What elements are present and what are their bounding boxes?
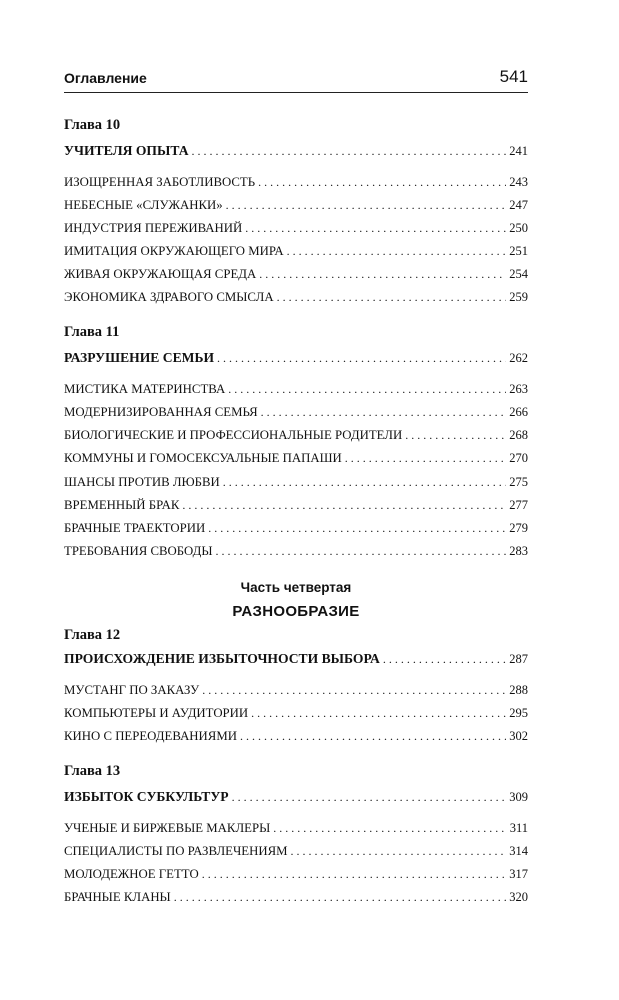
- leader-dots: [258, 175, 506, 190]
- toc-entry-page: 317: [509, 867, 528, 881]
- running-head-title: Оглавление: [64, 70, 147, 86]
- toc-entry-title: ИЗОЩРЕННАЯ ЗАБОТЛИВОСТЬ: [64, 175, 256, 189]
- toc-entry-title: КИНО С ПЕРЕОДЕВАНИЯМИ: [64, 729, 237, 743]
- leader-dots: [217, 351, 506, 366]
- toc-entry-title: МОЛОДЕЖНОЕ ГЕТТО: [64, 867, 199, 881]
- toc-entry-page: 287: [509, 652, 528, 666]
- leader-dots: [291, 844, 507, 859]
- toc-entry[interactable]: [64, 867, 528, 885]
- toc-entry-title: УЧЕНЫЕ И БИРЖЕВЫЕ МАКЛЕРЫ: [64, 821, 271, 835]
- toc-entry-page: 254: [509, 267, 528, 281]
- leader-dots: [277, 290, 507, 305]
- toc-entry[interactable]: [64, 706, 528, 724]
- toc-entry-page: 262: [509, 351, 528, 365]
- page-number: 541: [499, 67, 528, 86]
- toc-entry-page: 279: [509, 521, 528, 535]
- toc-entry-page: 283: [509, 544, 528, 558]
- toc-entry-page: 259: [509, 290, 528, 304]
- toc-entry[interactable]: [64, 198, 528, 216]
- toc-entry[interactable]: [64, 821, 528, 839]
- leader-dots: [245, 221, 506, 236]
- chapter-13-label: Глава 13: [64, 763, 121, 779]
- leader-dots: [223, 475, 506, 490]
- toc-entry-title: НЕБЕСНЫЕ «СЛУЖАНКИ»: [64, 198, 223, 212]
- toc-entry[interactable]: [64, 475, 528, 493]
- toc-entry-page: 309: [509, 790, 528, 804]
- toc-entry-title: ВРЕМЕННЫЙ БРАК: [64, 498, 180, 512]
- toc-entry-page: 288: [509, 683, 528, 697]
- leader-dots: [182, 498, 506, 513]
- leader-dots: [405, 428, 506, 443]
- toc-entry-title: УЧИТЕЛЯ ОПЫТА: [64, 143, 189, 158]
- toc-entry-page: 263: [509, 382, 528, 396]
- toc-entry-title: ШАНСЫ ПРОТИВ ЛЮБВИ: [64, 475, 220, 489]
- leader-dots: [345, 451, 506, 466]
- toc-entry-chapter-12-title[interactable]: [64, 651, 528, 669]
- chapter-11-label: Глава 11: [64, 324, 120, 340]
- leader-dots: [232, 790, 507, 805]
- leader-dots: [273, 821, 506, 836]
- toc-entry[interactable]: [64, 221, 528, 239]
- leader-dots: [240, 729, 506, 744]
- chapter-10-label: Глава 10: [64, 117, 121, 133]
- leader-dots: [383, 652, 506, 667]
- leader-dots: [216, 544, 507, 559]
- toc-entry-page: 247: [509, 198, 528, 212]
- toc-entry-page: 314: [509, 844, 528, 858]
- leader-dots: [228, 382, 506, 397]
- part-label: Часть четвертая: [240, 580, 352, 595]
- toc-entry-title: ЖИВАЯ ОКРУЖАЮЩАЯ СРЕДА: [64, 267, 257, 281]
- toc-entry[interactable]: [64, 451, 528, 469]
- toc-entry-chapter-13-title[interactable]: [64, 789, 528, 807]
- toc-entry-page: 241: [509, 144, 528, 158]
- toc-entry-title: МУСТАНГ ПО ЗАКАЗУ: [64, 683, 200, 697]
- leader-dots: [208, 521, 506, 536]
- toc-entry-title: БИОЛОГИЧЕСКИЕ И ПРОФЕССИОНАЛЬНЫЕ РОДИТЕЛИ: [64, 428, 403, 442]
- toc-entry-page: 275: [509, 475, 528, 489]
- toc-entry-title: БРАЧНЫЕ КЛАНЫ: [64, 890, 171, 904]
- toc-entry[interactable]: [64, 382, 528, 400]
- toc-entry-title: МИСТИКА МАТЕРИНСТВА: [64, 382, 226, 396]
- toc-entry[interactable]: [64, 290, 528, 308]
- chapter-12-label: Глава 12: [64, 627, 121, 643]
- toc-entry[interactable]: [64, 890, 528, 908]
- leader-dots: [192, 144, 507, 159]
- toc-entry-chapter-11-title[interactable]: [64, 350, 528, 368]
- leader-dots: [226, 198, 507, 213]
- leader-dots: [174, 890, 507, 905]
- toc-entry-title: РАЗРУШЕНИЕ СЕМЬИ: [64, 350, 215, 365]
- toc-entry-title: ИЗБЫТОК СУБКУЛЬТУР: [64, 789, 229, 804]
- toc-entry[interactable]: [64, 175, 528, 193]
- toc-entry[interactable]: [64, 544, 528, 562]
- toc-entry[interactable]: [64, 498, 528, 516]
- toc-entry-page: 302: [509, 729, 528, 743]
- leader-dots: [287, 244, 507, 259]
- part-title: РАЗНООБРАЗИЕ: [232, 603, 360, 620]
- toc-entry-page: 243: [509, 175, 528, 189]
- toc-entry[interactable]: [64, 729, 528, 747]
- leader-dots: [259, 267, 506, 282]
- toc-entry-page: 270: [509, 451, 528, 465]
- toc-entry[interactable]: [64, 244, 528, 262]
- toc-entry-title: КОМПЬЮТЕРЫ И АУДИТОРИИ: [64, 706, 249, 720]
- toc-entry-title: БРАЧНЫЕ ТРАЕКТОРИИ: [64, 521, 206, 535]
- toc-entry[interactable]: [64, 428, 528, 446]
- toc-entry-title: ПРОИСХОЖДЕНИЕ ИЗБЫТОЧНОСТИ ВЫБОРА: [64, 651, 380, 666]
- toc-entry-page: 250: [509, 221, 528, 235]
- leader-dots: [202, 867, 507, 882]
- toc-entry-page: 320: [509, 890, 528, 904]
- toc-entry-page: 266: [509, 405, 528, 419]
- toc-entry-title: ЭКОНОМИКА ЗДРАВОГО СМЫСЛА: [64, 290, 274, 304]
- toc-entry-page: 277: [509, 498, 528, 512]
- running-head: [64, 67, 528, 93]
- toc-entry-title: ИМИТАЦИЯ ОКРУЖАЮЩЕГО МИРА: [64, 244, 284, 258]
- toc-entry-title: ИНДУСТРИЯ ПЕРЕЖИВАНИЙ: [64, 221, 243, 235]
- toc-entry-title: МОДЕРНИЗИРОВАННАЯ СЕМЬЯ: [64, 405, 258, 419]
- toc-entry[interactable]: [64, 683, 528, 701]
- toc-entry-title: КОММУНЫ И ГОМОСЕКСУАЛЬНЫЕ ПАПАШИ: [64, 451, 342, 465]
- toc-entry-page: 251: [509, 244, 528, 258]
- toc-entry-page: 311: [509, 821, 528, 835]
- toc-entry-title: СПЕЦИАЛИСТЫ ПО РАЗВЛЕЧЕНИЯМ: [64, 844, 288, 858]
- toc-entry[interactable]: [64, 844, 528, 862]
- toc-entry[interactable]: [64, 521, 528, 539]
- toc-entry-chapter-10-title[interactable]: [64, 143, 528, 161]
- toc-entry[interactable]: [64, 405, 528, 423]
- leader-dots: [202, 683, 506, 698]
- toc-entry[interactable]: [64, 267, 528, 285]
- leader-dots: [251, 706, 506, 721]
- toc-entry-title: ТРЕБОВАНИЯ СВОБОДЫ: [64, 544, 213, 558]
- toc-entry-page: 268: [509, 428, 528, 442]
- leader-dots: [261, 405, 507, 420]
- toc-entry-page: 295: [509, 706, 528, 720]
